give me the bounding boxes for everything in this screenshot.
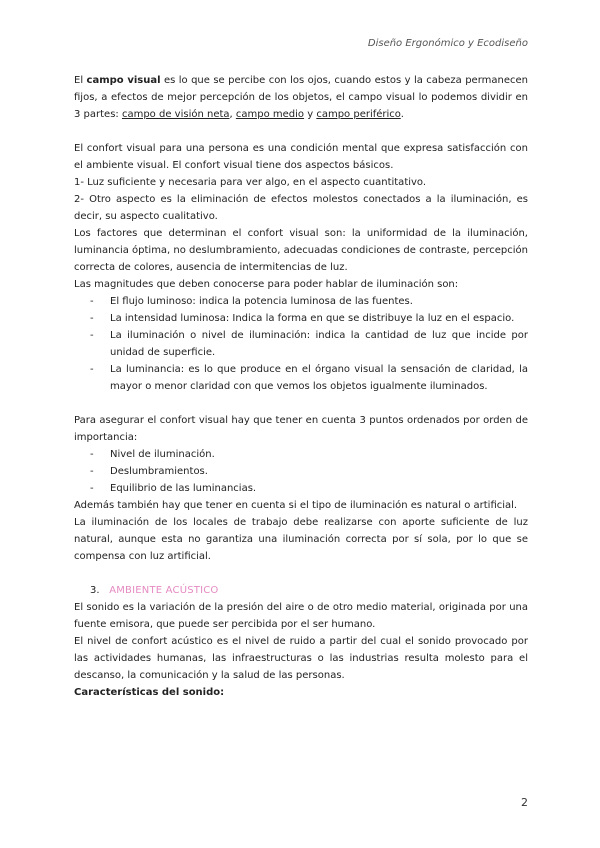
list-item (74, 463, 528, 480)
bold-term: campo visual (86, 75, 161, 86)
list-item-text: La iluminación o nivel de iluminación: indica la cantidad de luz que incide por unidad de superficie. (110, 330, 528, 358)
dash-bullet: - (90, 330, 94, 341)
puntos-list (74, 446, 528, 497)
underlined-term: campo periférico (316, 109, 401, 120)
dash-bullet: - (90, 313, 94, 324)
list-item (74, 293, 528, 310)
list-item-text: La luminancia: es lo que produce en el órgano visual la sensación de claridad, la mayor o menor claridad con que vemos los objetos igualmente iluminados. (110, 364, 528, 392)
paragraph-campo-visual (74, 72, 528, 123)
spacer (74, 565, 528, 582)
list-item-text: Deslumbramientos. (110, 466, 208, 477)
dash-bullet: - (90, 364, 94, 375)
list-item (74, 310, 528, 327)
paragraph-confort-visual: El confort visual para una persona es una condición mental que expresa satisfacción con el ambiente visual. El confort visual tiene dos aspectos básicos. (74, 143, 528, 171)
paragraph-factores: Los factores que determinan el confort visual son: la uniformidad de la iluminación, luminancia óptima, no deslumbramiento, adecuadas condiciones de contraste, percepción correcta de colores, ausencia de intermitencias de luz. (74, 228, 528, 273)
spacer (74, 123, 528, 140)
spacer (74, 395, 528, 412)
running-header: Diseño Ergonómico y Ecodiseño (367, 38, 528, 49)
paragraph-caracteristicas (74, 684, 528, 701)
paragraph-aspecto-2: 2- Otro aspecto es la eliminación de efectos molestos conectados a la iluminación, es decir, su aspecto cualitativo. (74, 194, 528, 222)
text-fragment: . (400, 109, 404, 120)
paragraph-aspecto-1: 1- Luz suficiente y necesaria para ver algo, en el aspecto cuantitativo. (74, 177, 427, 188)
text-fragment: El (74, 75, 87, 86)
bold-subheading: Características del sonido: (74, 687, 225, 698)
dash-bullet: - (90, 483, 94, 494)
section-heading (74, 582, 528, 599)
list-item-text: El flujo luminoso: indica la potencia luminosa de las fuentes. (110, 296, 413, 307)
paragraph-tipo-iluminacion: Además también hay que tener en cuenta si el tipo de iluminación es natural o artificial. (74, 500, 518, 511)
paragraph-magnitudes-intro: Las magnitudes que deben conocerse para poder hablar de iluminación son: (74, 279, 459, 290)
magnitudes-list (74, 293, 528, 395)
page-content (74, 72, 528, 701)
section-title: AMBIENTE ACÚSTICO (109, 585, 219, 596)
dash-bullet: - (90, 466, 94, 477)
dash-bullet: - (90, 296, 94, 307)
list-item (74, 446, 528, 463)
section-number: 3. (90, 585, 100, 596)
page-number: 2 (521, 796, 528, 809)
paragraph-asegurar-confort: Para asegurar el confort visual hay que tener en cuenta 3 puntos ordenados por orden de importancia: (74, 415, 528, 443)
list-item-text: Nivel de iluminación. (110, 449, 215, 460)
list-item (74, 480, 528, 497)
text-fragment: es lo que se percibe con los ojos, cuando estos y la cabeza permanecen fijos, a efectos de mejor percepción de los objetos, el campo visual lo podemos dividir en 3 partes: (74, 75, 528, 120)
list-item (74, 361, 528, 395)
text-fragment: y (304, 109, 317, 120)
paragraph-locales-trabajo: La iluminación de los locales de trabajo debe realizarse con aporte suficiente de luz natural, aunque esta no garantiza una iluminación correcta por sí sola, por lo que se compensa con luz artificial. (74, 517, 528, 562)
list-item (74, 327, 528, 361)
list-item-text: Equilibrio de las luminancias. (110, 483, 257, 494)
text-fragment: , (229, 109, 236, 120)
underlined-term: campo medio (235, 109, 305, 120)
dash-bullet: - (90, 449, 94, 460)
paragraph-sonido: El sonido es la variación de la presión del aire o de otro medio material, originada por una fuente emisora, que puede ser percibida por el ser humano. (74, 602, 528, 630)
underlined-term: campo de visión neta (121, 109, 230, 120)
paragraph-confort-acustico: El nivel de confort acústico es el nivel de ruido a partir del cual el sonido provocado por las actividades humanas, las infraestructuras o las industrias resulta molesto para el descanso, la comunicación y la salud de las personas. (74, 636, 528, 681)
list-item-text: La intensidad luminosa: Indica la forma en que se distribuye la luz en el espacio. (110, 313, 515, 324)
